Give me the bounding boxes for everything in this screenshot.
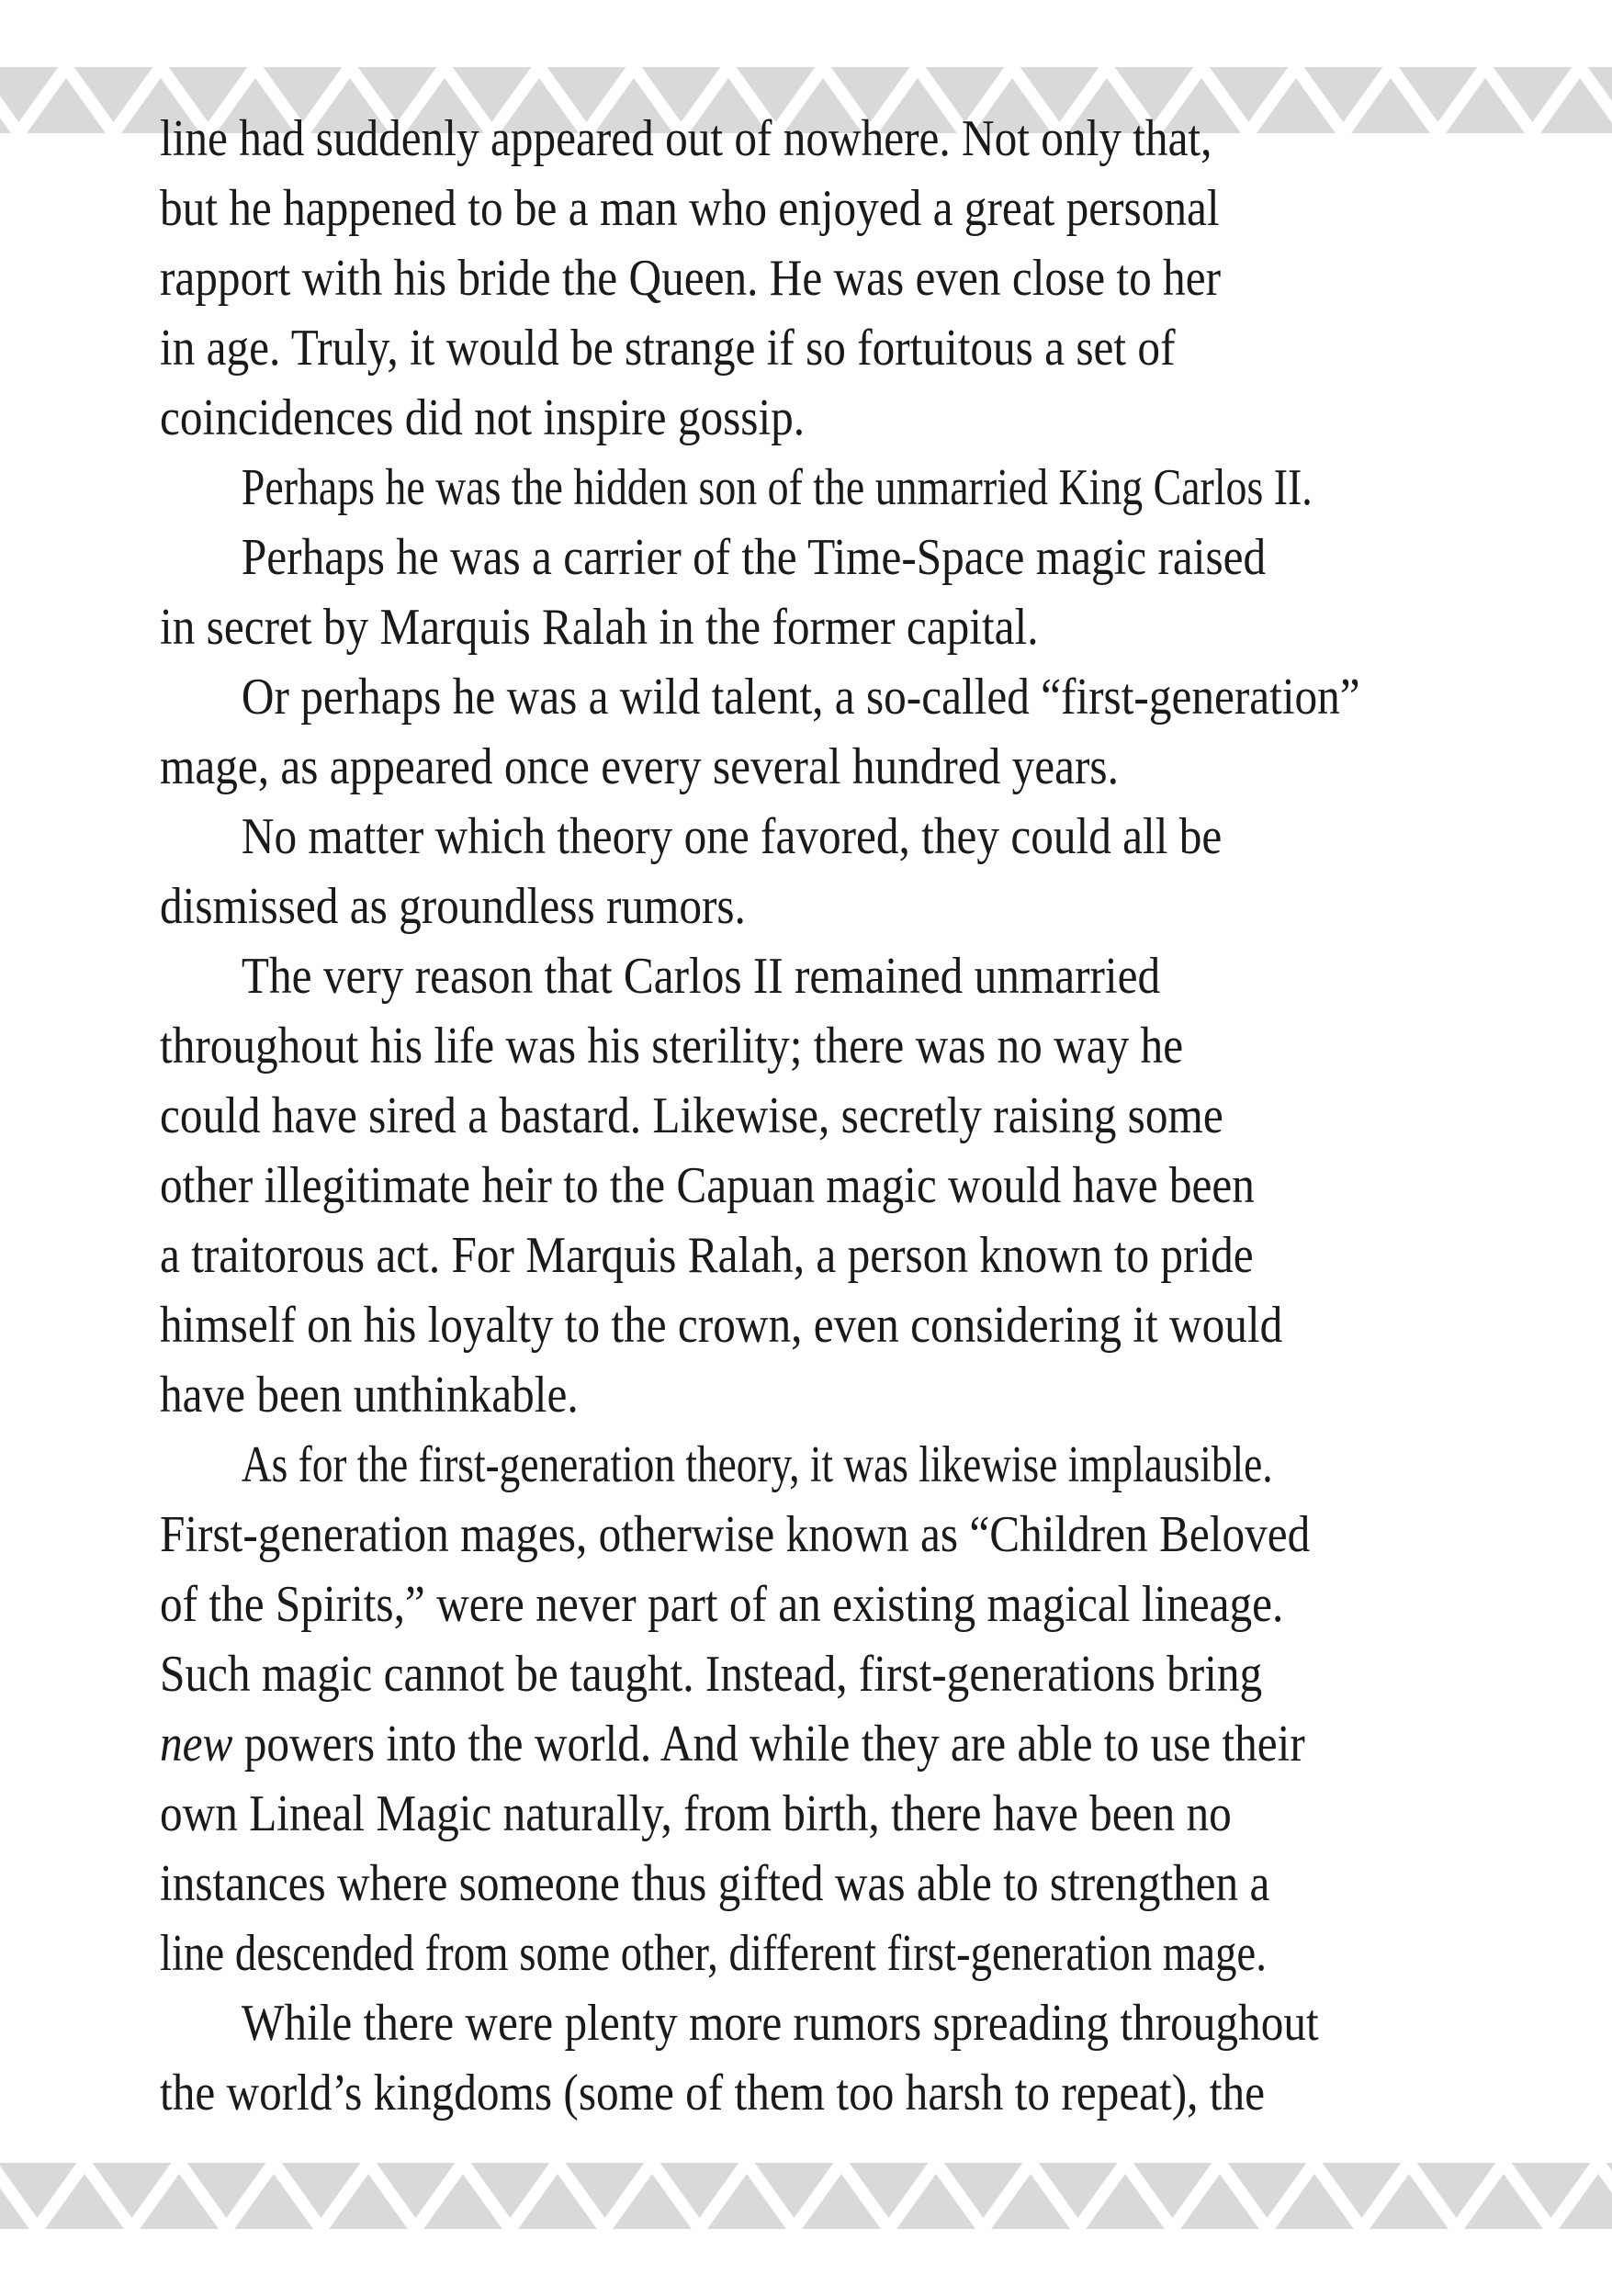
- line-text: The very reason that Carlos II remained unmarried: [241, 948, 1161, 1005]
- line-text: First-generation mages, otherwise known as “Children Beloved: [160, 1506, 1311, 1563]
- text-line: [160, 1988, 1453, 2058]
- text-line: [160, 1221, 1453, 1290]
- text-line: [160, 313, 1453, 383]
- text-line: [160, 2058, 1453, 2128]
- text-line: [160, 1639, 1453, 1709]
- text-line: [160, 1779, 1453, 1849]
- text-line: [160, 1151, 1453, 1221]
- text-line: [160, 523, 1453, 592]
- text-line: [160, 732, 1453, 802]
- text-line: [160, 1849, 1453, 1919]
- text-line: [160, 1011, 1453, 1081]
- line-text: line descended from some other, different first-generation mage.: [160, 1925, 1267, 1982]
- line-text: a traitorous act. For Marquis Ralah, a person known to pride: [160, 1227, 1254, 1284]
- text-line: [160, 243, 1453, 313]
- line-text: Or perhaps he was a wild talent, a so-called “first-generation”: [241, 669, 1360, 726]
- text-line: [160, 453, 1453, 523]
- fitted-text: [242, 453, 1313, 523]
- line-text: As for the first-generation theory, it was likewise implausible.: [241, 1436, 1273, 1493]
- line-text: but he happened to be a man who enjoyed a great personal: [160, 180, 1220, 237]
- italic-word: new: [160, 1716, 233, 1773]
- line-text: in age. Truly, it would be strange if so fortuitous a set of: [160, 320, 1176, 377]
- line-text: powers into the world. And while they are able to use their: [232, 1716, 1305, 1773]
- text-line: [160, 1290, 1453, 1360]
- line-text: Such magic cannot be taught. Instead, first-generations bring: [160, 1646, 1263, 1703]
- fitted-text: [242, 1430, 1273, 1500]
- line-text: instances where someone thus gifted was able to strengthen a: [160, 1855, 1270, 1912]
- line-text: mage, as appeared once every several hundred years.: [160, 738, 1119, 795]
- line-text: other illegitimate heir to the Capuan magic would have been: [160, 1157, 1255, 1214]
- line-text: have been unthinkable.: [160, 1367, 579, 1424]
- text-line: [160, 662, 1453, 732]
- text-line: [160, 1360, 1453, 1430]
- text-line: [160, 383, 1453, 453]
- line-text: own Lineal Magic naturally, from birth, there have been no: [160, 1785, 1232, 1842]
- fitted-text: [160, 1919, 1267, 1988]
- text-line: [160, 872, 1453, 941]
- line-text: of the Spirits,” were never part of an existing magical lineage.: [160, 1576, 1284, 1633]
- text-line: [160, 802, 1453, 872]
- bottom-border-triangle-pattern: [0, 2163, 1612, 2229]
- text-block: [160, 104, 1453, 2128]
- line-text: the world’s kingdoms (some of them too harsh to repeat), the: [160, 2065, 1266, 2122]
- text-line: [160, 592, 1453, 662]
- line-text: dismissed as groundless rumors.: [160, 878, 746, 935]
- line-text: Perhaps he was the hidden son of the unmarried King Carlos II.: [241, 459, 1313, 516]
- line-text: throughout his life was his sterility; there was no way he: [160, 1018, 1184, 1075]
- text-line: [160, 941, 1453, 1011]
- line-text: could have sired a bastard. Likewise, secretly raising some: [160, 1087, 1223, 1144]
- line-text: in secret by Marquis Ralah in the former capital.: [160, 599, 1039, 656]
- line-text: No matter which theory one favored, they could all be: [241, 808, 1223, 865]
- text-line: [160, 174, 1453, 243]
- line-text: While there were plenty more rumors spreading throughout: [241, 1995, 1319, 2052]
- line-text: Perhaps he was a carrier of the Time-Space magic raised: [241, 529, 1267, 586]
- text-line: [160, 104, 1453, 174]
- text-line: [160, 1500, 1453, 1570]
- text-line: [160, 1570, 1453, 1639]
- text-line: [160, 1919, 1453, 1988]
- text-line: [160, 1081, 1453, 1151]
- text-line: [160, 1430, 1453, 1500]
- text-line: [160, 1709, 1453, 1779]
- line-text: line had suddenly appeared out of nowhere. Not only that,: [160, 110, 1212, 167]
- line-text: himself on his loyalty to the crown, even considering it would: [160, 1297, 1283, 1354]
- line-text: rapport with his bride the Queen. He was even close to her: [160, 250, 1221, 307]
- line-text: coincidences did not inspire gossip.: [160, 389, 806, 446]
